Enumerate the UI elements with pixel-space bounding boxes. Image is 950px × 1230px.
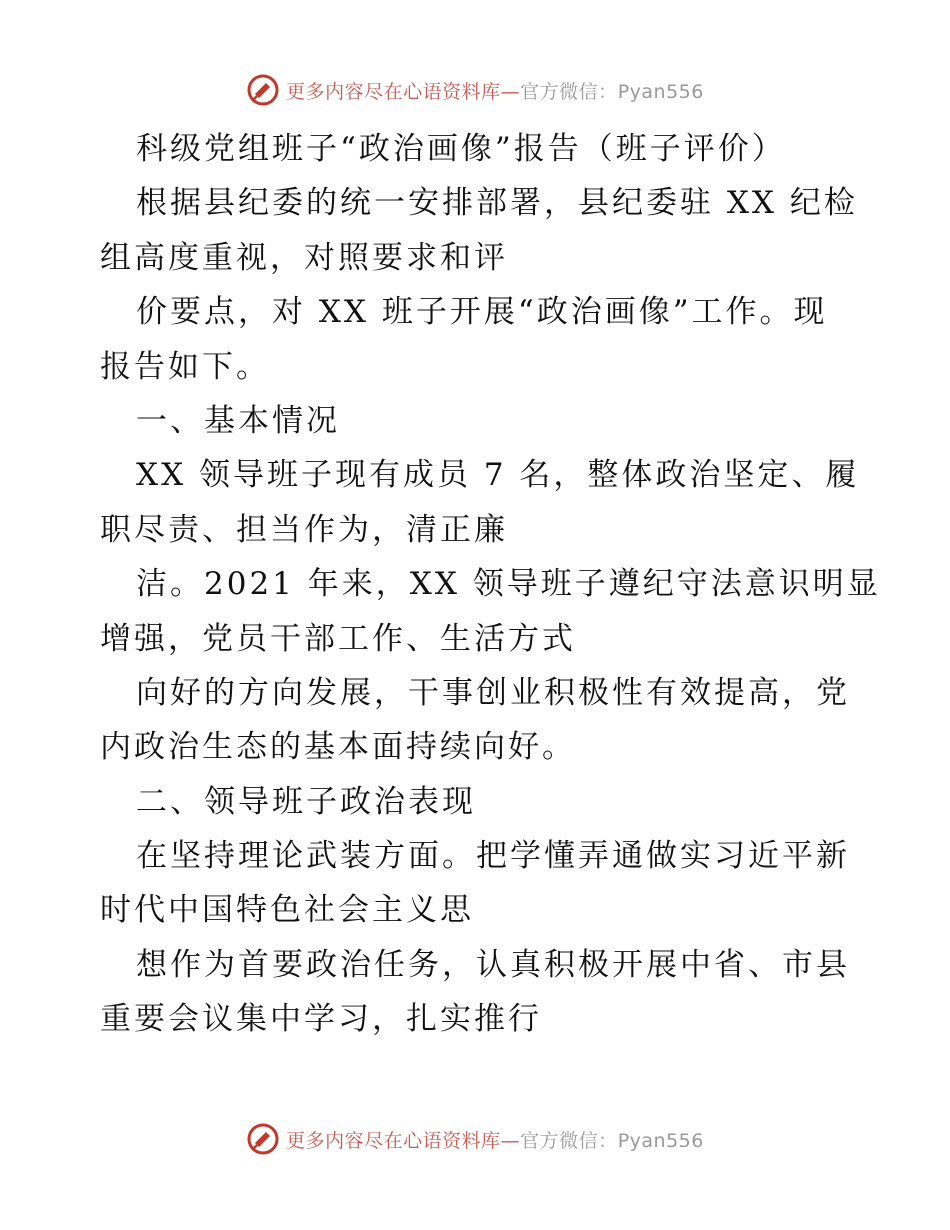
paragraph-line: 内政治生态的基本面持续向好。 <box>100 729 576 766</box>
paragraph-line: XX 领导班子现有成员 7 名，整体政治坚定、履 <box>136 457 860 494</box>
header-watermark <box>0 72 950 108</box>
document-title: 科级党组班子“政治画像”报告（班子评价） <box>136 131 786 167</box>
paragraph-line: 重要会议集中学习，扎实推行 <box>100 1001 542 1038</box>
paragraph-line: 报告如下。 <box>100 348 270 385</box>
paragraph-line: 根据县纪委的统一安排部署，县纪委驻 XX 纪检 <box>136 185 858 222</box>
paragraph-line: 职尽责、担当作为，清正廉 <box>100 511 508 548</box>
paragraph-line: 价要点，对 XX 班子开展“政治画像”工作。现 <box>136 294 828 331</box>
document-body <box>100 122 881 1047</box>
watermark-text: 更多内容尽在心语资料库—官方微信：Pyan556 <box>286 1129 704 1152</box>
paragraph-line: 洁。2021 年来，XX 领导班子遵纪守法意识明显 <box>136 566 881 603</box>
section-heading: 二、领导班子政治表现 <box>136 783 476 820</box>
paragraph-line: 时代中国特色社会主义思 <box>100 892 474 929</box>
footer-watermark <box>0 1121 950 1157</box>
paragraph-line: 组高度重视，对照要求和评 <box>100 239 508 276</box>
paragraph-line: 想作为首要政治任务，认真积极开展中省、市县 <box>136 946 850 983</box>
paragraph-line: 在坚持理论武装方面。把学懂弄通做实习近平新 <box>136 838 850 875</box>
brand-logo-icon <box>246 73 280 107</box>
paragraph-line: 向好的方向发展，干事创业积极性有效提高，党 <box>136 674 850 711</box>
section-heading: 一、基本情况 <box>136 402 340 439</box>
watermark-text: 更多内容尽在心语资料库—官方微信：Pyan556 <box>286 80 704 103</box>
paragraph-line: 增强，党员干部工作、生活方式 <box>100 620 576 657</box>
brand-logo-icon <box>246 1122 280 1156</box>
